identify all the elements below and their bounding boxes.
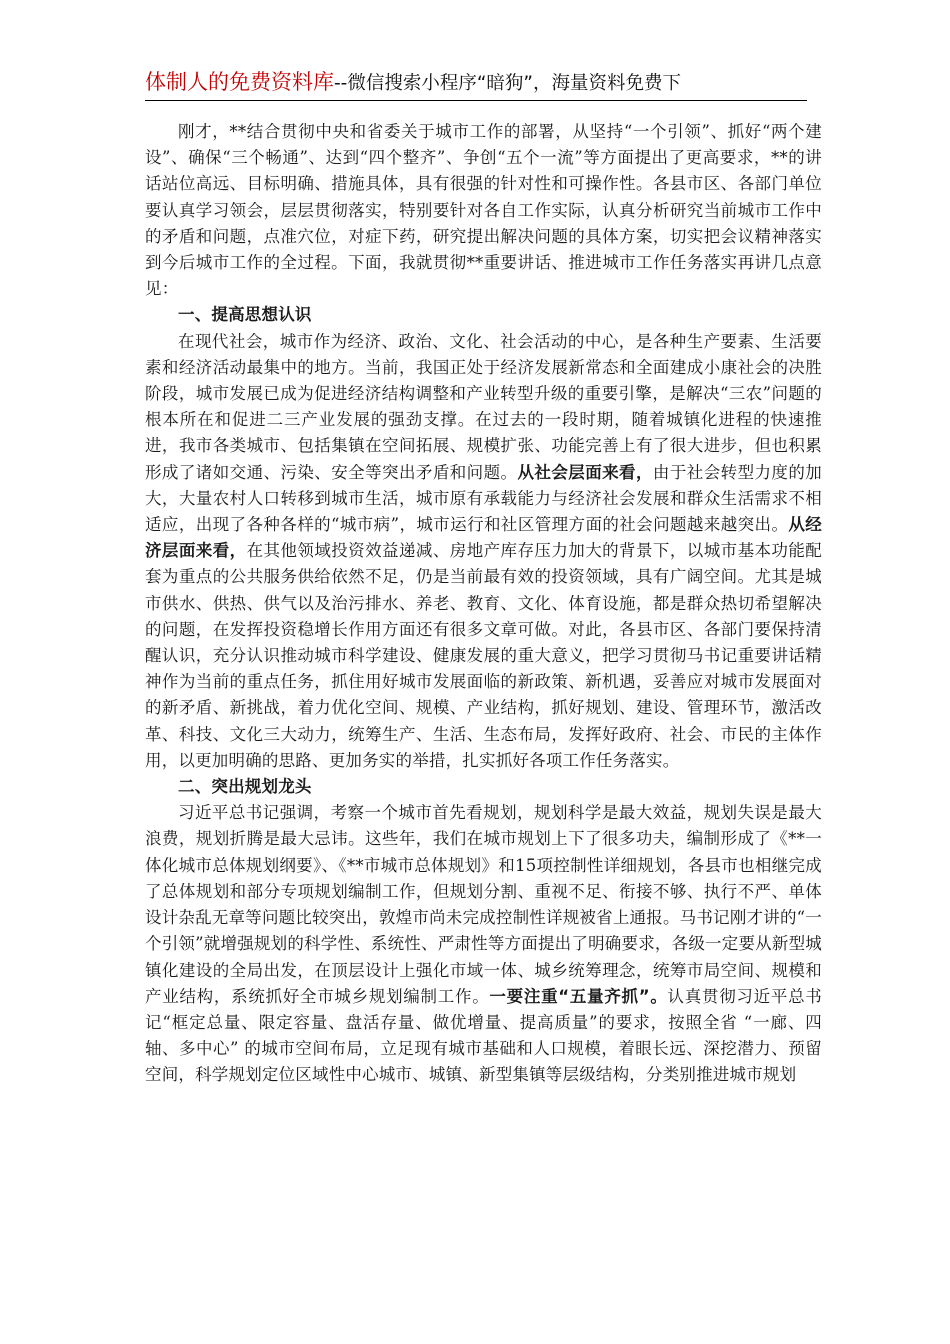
document-body — [145, 119, 822, 1089]
section-1-emphasis-social: 从社会层面来看， — [517, 462, 653, 482]
section-1-emphasis-economic: 从经济层面来看， — [145, 515, 823, 561]
header-slogan: --微信搜索小程序“暗狗”，海量资料免费下 — [334, 73, 682, 94]
section-2-paragraph — [145, 800, 822, 1088]
section-1-text-c: 在其他领域投资效益递减、房地产库存压力加大的背景下，以城市基本功能配套为重点的公共服务供给依然不足，仍是当前最有效的投资领域，具有广阔空间。尤其是城市供水、供热、供气以及治污排水、养老、教育、文化、体育设施，都是群众热切希望解决的问题，在发挥投资稳增长作用方面还有很多文章可做。对此，各县市区、各部门要保持清醒认识，充分认识推动城市科学建设、健康发展的重大意义，把学习贯彻马书记重要讲话精神作为当前的重点任务，抓住用好城市发展面临的新政策、新机遇，妥善应对城市发展面对的新矛盾、新挑战，着力优化空间、规模、产业结构，抓好规划、建设、管理环节，激活改革、科技、文化三大动力，统筹生产、生活、生态布局，发挥好政府、社会、市民的主体作用，以更加明确的思路、更加务实的举措，扎实抓好各项工作任务落实。 — [145, 541, 822, 770]
section-2-text-b: 认真贯彻习近平总书记“框定总量、限定容量、盘活存量、做优增量、提高质量”的要求，按照全省 “一廊、四轴、多中心” 的城市空间布局，立足现有城市基础和人口规模，着眼长远、深挖潜力、预留空间，科学规划定位区域性中心城市、城镇、新型集镇等层级结构，分类别推进城市规划 — [145, 986, 823, 1085]
intro-paragraph: 刚才，**结合贯彻中央和省委关于城市工作的部署，从坚持“一个引领”、抓好“两个建设”、确保“三个畅通”、达到“四个整齐”、争创“五个一流”等方面提出了更高要求，**的讲话站位高远、目标明确、措施具体，具有很强的针对性和可操作性。各县市区、各部门单位要认真学习领会，层层贯彻落实，特别要针对各自工作实际，认真分析研究当前城市工作中的矛盾和问题，点准穴位，对症下药，研究提出解决问题的具体方案，切实把会议精神落实到今后城市工作的全过程。下面，我就贯彻**重要讲话、推进城市工作任务落实再讲几点意见： — [145, 122, 822, 299]
section-1-text-a: 在现代社会，城市作为经济、政治、文化、社会活动的中心，是各种生产要素、生活要素和经济活动最集中的地方。当前，我国正处于经济发展新常态和全面建成小康社会的决胜阶段，城市发展已成为促进经济结构调整和产业转型升级的重要引擎，是解决“三农”问题的根本所在和促进二三产业发展的强劲支撑。在过去的一段时期，随着城镇化进程的快速推进，我市各类城市、包括集镇在空间拓展、规模扩张、功能完善上有了很大进步，但也积累形成了诸如交通、污染、安全等突出矛盾和问题。 — [145, 331, 822, 482]
section-heading-2: 二、突出规划龙头 — [178, 777, 312, 797]
section-1-paragraph — [145, 329, 822, 774]
section-2-emphasis-five: 一要注重“五量齐抓”。 — [489, 986, 668, 1006]
section-1-text-b: 由于社会转型力度的加大，大量农村人口转移到城市生活，城市原有承载能力与经济社会发展和群众生活需求不相适应，出现了各种各样的“城市病”，城市运行和社区管理方面的社会问题越来越突出。 — [145, 462, 822, 535]
section-heading-1: 一、提高思想认识 — [178, 305, 312, 325]
header-brand: 体制人的免费资料库 — [145, 70, 334, 94]
section-2-text-a: 习近平总书记强调，考察一个城市首先看规划，规划科学是最大效益，规划失误是最大浪费，规划折腾是最大忌讳。这些年，我们在城市规划上下了很多功夫，编制形成了《**一体化城市总体规划纲要》、《**市城市总体规划》和15项控制性详细规划，各县市也相继完成了总体规划和部分专项规划编制工作，但规划分割、重视不足、衔接不够、执行不严、单体设计杂乱无章等问题比较突出，敦煌市尚未完成控制性详规被省上通报。马书记刚才讲的“一个引领”就增强规划的科学性、系统性、严肃性等方面提出了明确要求，各级一定要从新型城镇化建设的全局出发，在顶层设计上强化市域一体、城乡统筹理念，统筹市局空间、规模和产业结构，系统抓好全市城乡规划编制工作。 — [145, 803, 822, 1006]
page-header — [145, 64, 807, 101]
